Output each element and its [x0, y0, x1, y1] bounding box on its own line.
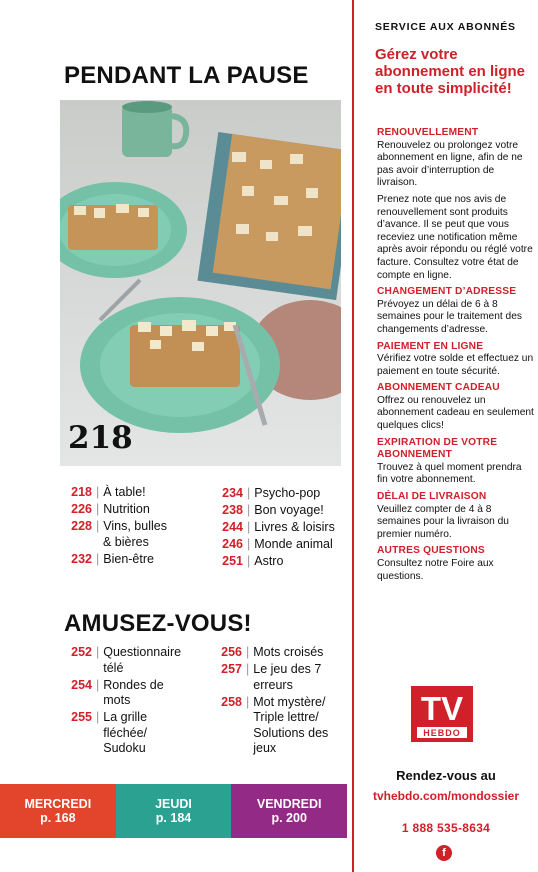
tv-hebdo-logo [411, 686, 473, 742]
info-block [377, 127, 535, 190]
page-number: 251 [222, 554, 243, 568]
separator: | [246, 645, 250, 659]
section-title-pause: PENDANT LA PAUSE [64, 62, 309, 89]
subscriber-service-column [354, 0, 538, 872]
info-block [377, 545, 535, 583]
service-info [377, 127, 535, 587]
separator: | [96, 645, 100, 659]
toc-entry[interactable] [214, 645, 354, 661]
info-text: Offrez ou renouvelez un abonnement cadeau en seulement quelques clics! [377, 394, 534, 432]
page-number: 232 [71, 551, 92, 566]
info-block [377, 341, 535, 379]
toc-entry[interactable] [66, 552, 206, 568]
toc-label: Monde animal [254, 537, 333, 551]
toc-label: Mot mystère/ Triple lettre/ Solutions des jeux [253, 694, 329, 755]
weekday-tabs [0, 784, 347, 838]
toc-label: Vins, bulles [103, 519, 167, 533]
info-title: ABONNEMENT CADEAU [377, 382, 500, 394]
toc-entry[interactable] [66, 485, 206, 501]
rendezvous-text: Rendez-vous au [396, 768, 496, 783]
tab-vendredi[interactable] [231, 784, 347, 838]
dessert-illustration [60, 100, 341, 466]
separator: | [247, 554, 251, 568]
toc-entry[interactable] [64, 710, 204, 757]
page-number: 258 [221, 694, 242, 709]
toc-entry[interactable] [64, 678, 204, 709]
info-text: Vérifiez votre solde et effectuez un paiement en toute sécurité. [377, 353, 534, 377]
toc-entry[interactable] [66, 519, 206, 535]
facebook-icon[interactable]: f [436, 845, 452, 861]
toc-label: Mots croisés [253, 645, 324, 659]
toc-entry[interactable] [66, 502, 206, 518]
toc-entry[interactable] [215, 503, 355, 519]
toc-entry-continuation [66, 535, 206, 551]
page-number: 246 [222, 537, 243, 551]
separator: | [96, 485, 100, 499]
tab-mercredi[interactable] [0, 784, 116, 838]
service-tagline: Gérez votre abonnement en ligne en toute simplicité! [375, 46, 526, 97]
toc-entry[interactable] [64, 645, 204, 676]
info-text: Renouvelez ou prolongez votre abonnement en ligne, afin de ne pas avoir d’interruption de livraison. [377, 139, 523, 189]
page-number: 226 [71, 502, 92, 516]
separator: | [96, 502, 100, 516]
info-title: RENOUVELLEMENT [377, 127, 479, 138]
info-block [377, 437, 535, 487]
info-block [377, 491, 535, 541]
day-page: p. 184 [155, 811, 192, 825]
info-title: CHANGEMENT D’ADRESSE [377, 286, 517, 298]
separator: | [96, 551, 100, 566]
info-title: DÉLAI DE LIVRAISON [377, 491, 487, 503]
page-number: 252 [71, 645, 92, 659]
day-label: MERCREDI [24, 797, 92, 811]
separator: | [96, 710, 100, 724]
toc-label: Questionnaire télé [103, 645, 182, 675]
page-number: 256 [221, 645, 242, 659]
toc-entry[interactable] [214, 662, 354, 693]
toc-amusez-col1 [64, 645, 204, 758]
toc-pause-col1 [66, 485, 206, 569]
toc-label: La grille fléchée/ Sudoku [103, 710, 148, 755]
page-number: 238 [222, 503, 243, 517]
toc-entry[interactable] [215, 537, 355, 553]
page-number: 234 [222, 486, 243, 500]
info-block [377, 382, 535, 432]
page-number: 255 [71, 710, 92, 724]
toc-pause-col2 [215, 486, 355, 571]
info-title: EXPIRATION DE VOTRE ABONNEMENT [377, 436, 498, 461]
page-number: 228 [71, 519, 92, 533]
toc-entry[interactable] [215, 554, 355, 570]
info-block [377, 286, 535, 336]
day-label: VENDREDI [256, 797, 322, 811]
dessert-photo [60, 100, 341, 466]
day-page: p. 168 [40, 811, 76, 825]
page-number: 254 [71, 677, 92, 692]
service-heading: SERVICE AUX ABONNÉS [375, 21, 516, 33]
logo-tv-text: TV [420, 690, 464, 727]
phone-number[interactable]: 1 888 535-8634 [401, 821, 491, 835]
separator: | [247, 537, 251, 551]
toc-label: Astro [254, 554, 284, 568]
toc-amusez-col2 [214, 645, 354, 758]
separator: | [247, 486, 251, 500]
separator: | [247, 503, 251, 517]
toc-label: Rondes de mots [103, 677, 164, 707]
info-text: Consultez notre Foire aux questions. [377, 558, 494, 582]
day-page: p. 200 [271, 811, 307, 825]
toc-label: Le jeu des 7 erreurs [253, 662, 322, 692]
info-block [377, 194, 535, 282]
logo-hebdo-text: HEBDO [423, 728, 461, 738]
toc-entry[interactable] [215, 520, 355, 536]
separator: | [96, 677, 100, 692]
toc-label: Psycho-pop [254, 486, 321, 500]
separator: | [246, 694, 250, 709]
toc-entry[interactable] [214, 695, 354, 757]
info-title: PAIEMENT EN LIGNE [377, 340, 484, 352]
toc-label: Livres & loisirs [254, 520, 335, 534]
page-number: 244 [222, 520, 243, 534]
info-text: Prévoyez un délai de 6 à 8 semaines pour le traitement des changements d’adresse. [377, 298, 522, 335]
toc-entry[interactable] [215, 486, 355, 502]
toc-label: Bien-être [103, 551, 154, 566]
website-link[interactable]: tvhebdo.com/mondossier [372, 789, 520, 803]
info-title: AUTRES QUESTIONS [377, 545, 485, 557]
separator: | [96, 519, 100, 533]
photo-page-number: 218 [68, 420, 133, 456]
separator: | [246, 662, 250, 676]
info-text: Trouvez à quel moment prendra fin votre abonnement. [377, 461, 522, 486]
separator: | [247, 520, 251, 534]
section-title-amusez: AMUSEZ-VOUS! [64, 610, 252, 637]
info-text: Prenez note que nos avis de renouvellement sont produits d’avance. Il se peut que vous receviez une notification même après avoir répondu ou réglé votre facture. Consultez votre état de compte en ligne. [377, 193, 533, 281]
toc-label: À table! [103, 485, 146, 499]
toc-label: Nutrition [103, 502, 150, 516]
page-number: 218 [71, 485, 92, 499]
tab-jeudi[interactable] [116, 784, 232, 838]
toc-label: Bon voyage! [254, 503, 324, 517]
toc-label: & bières [103, 534, 149, 549]
info-text: Veuillez compter de 4 à 8 semaines pour la livraison du premier numéro. [377, 503, 509, 540]
page-number: 257 [221, 662, 242, 676]
day-label: JEUDI [155, 797, 192, 811]
